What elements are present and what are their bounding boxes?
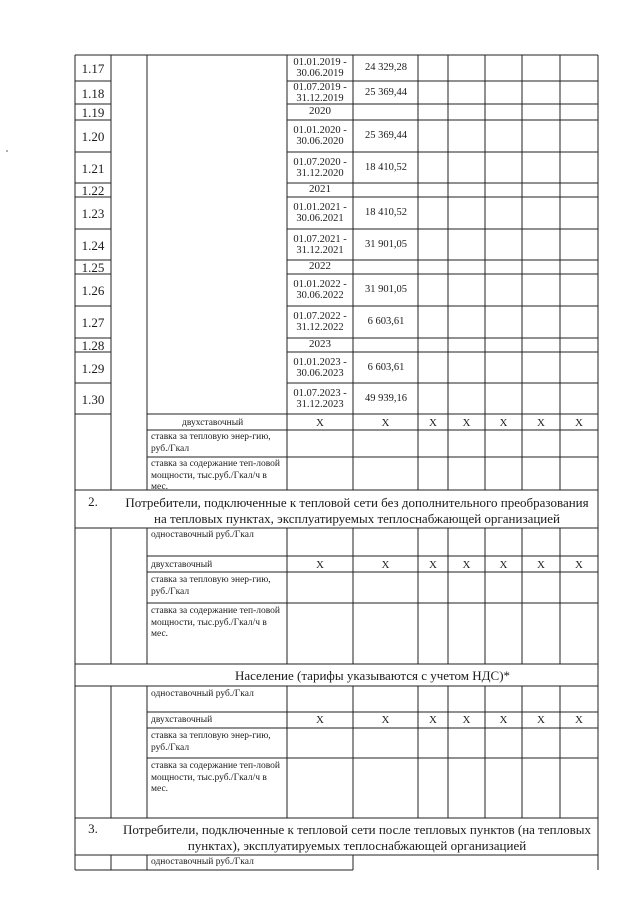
x-mark: X <box>381 417 390 429</box>
tariff-value: 24 329,28 <box>365 62 407 73</box>
x-mark: X <box>462 559 471 571</box>
period-label <box>287 125 353 147</box>
row-number: 1.27 <box>81 315 105 330</box>
period-start: 01.07.2022 - <box>293 311 347 322</box>
x-mark: X <box>429 714 437 726</box>
period-label <box>287 388 353 410</box>
period-start: 01.07.2020 - <box>293 156 347 168</box>
section-number: 3. <box>88 821 98 836</box>
capacity-rate-label: ставка за содержание теп-ловой мощности, тыс.руб./Гкал/ч в мес. <box>151 761 280 794</box>
energy-rate-label: ставка за тепловую энер-гию, руб./Гкал <box>151 575 271 597</box>
x-mark: X <box>499 417 508 429</box>
x-mark: X <box>575 559 583 571</box>
x-mark: X <box>381 714 390 726</box>
period-label <box>287 234 353 256</box>
period-end: 30.06.2019 <box>296 68 344 79</box>
period-label <box>287 311 353 333</box>
x-mark: X <box>316 559 324 571</box>
period-start: 01.07.2023 - <box>293 387 347 399</box>
section-title: Потребители, подключенные к тепловой сети без дополнительного преобразования на тепловых пунктах, эксплуатируемых теплоснабжающей организацией <box>125 495 589 526</box>
period-start: 01.07.2019 - <box>293 81 347 93</box>
period-label <box>287 57 353 79</box>
energy-rate-label: ставка за тепловую энер-гию, руб./Гкал <box>151 432 271 454</box>
row-number: 1.22 <box>81 183 105 198</box>
tariff-value: 49 939,16 <box>365 392 407 404</box>
x-mark: X <box>537 417 545 429</box>
period-label <box>287 357 353 379</box>
tariff-value: 25 369,44 <box>365 130 407 141</box>
tariff-value: 31 901,05 <box>365 238 407 250</box>
capacity-rate-label: ставка за содержание теп-ловой мощности, тыс.руб./Гкал/ч в мес. <box>151 459 280 492</box>
x-mark: X <box>429 417 437 429</box>
two-part-label: двухставочный <box>182 418 244 428</box>
period-label <box>287 82 353 104</box>
period-start: 01.01.2020 - <box>293 125 347 136</box>
capacity-rate-label: ставка за содержание теп-ловой мощности, тыс.руб./Гкал/ч в мес. <box>151 606 280 639</box>
row-number: 1.30 <box>81 391 105 407</box>
row-number: 1.19 <box>81 105 105 120</box>
x-mark: X <box>575 714 583 726</box>
one-part-label: одноставочный руб./Гкал <box>151 530 254 540</box>
period-end: 31.12.2021 <box>296 244 344 256</box>
row-number: 1.23 <box>81 206 105 221</box>
tariff-value: 18 410,52 <box>365 207 407 218</box>
period-start: 01.01.2019 - <box>293 57 347 68</box>
row-number: 1.26 <box>81 283 105 298</box>
row-number: 1.21 <box>81 160 105 176</box>
one-part-label: одноставочный руб./Гкал <box>151 857 254 867</box>
period-label <box>287 279 353 301</box>
period-end: 30.06.2023 <box>296 367 344 379</box>
population-heading: Население (тарифы указываются с учетом НДС)* <box>234 668 511 683</box>
row-number: 1.25 <box>81 260 105 275</box>
period-end: 30.06.2020 <box>296 136 344 147</box>
period-end: 31.12.2019 <box>296 92 344 104</box>
tariff-value: 6 603,61 <box>367 361 405 373</box>
section-title: Потребители, подключенные к тепловой сети после тепловых пунктов (на тепловых пунктах), эксплуатируемых теплоснабжающей организацией <box>123 822 591 853</box>
x-mark: X <box>575 417 583 429</box>
row-number: 1.20 <box>81 129 105 144</box>
tariff-value: 18 410,52 <box>365 161 407 173</box>
x-mark: X <box>499 559 508 571</box>
period-start: 01.01.2022 - <box>293 279 347 290</box>
scan-speck <box>6 150 8 152</box>
row-number: 1.17 <box>81 61 105 76</box>
period-end: 31.12.2023 <box>296 398 344 410</box>
year-label: 2022 <box>309 260 331 272</box>
row-number: 1.28 <box>81 338 105 353</box>
period-start: 01.01.2021 - <box>293 202 347 213</box>
period-label <box>287 202 353 224</box>
x-mark: X <box>537 714 545 726</box>
tariff-value: 25 369,44 <box>365 86 407 98</box>
period-end: 30.06.2022 <box>296 290 344 301</box>
tariff-value: 6 603,61 <box>367 316 405 327</box>
two-part-label: двухставочный <box>151 560 213 570</box>
row-number: 1.18 <box>81 85 105 101</box>
x-mark: X <box>462 714 471 726</box>
x-mark: X <box>499 714 508 726</box>
period-end: 31.12.2020 <box>296 167 344 179</box>
section-number: 2. <box>88 494 98 509</box>
year-label: 2020 <box>309 105 331 117</box>
row-number: 1.29 <box>81 360 105 376</box>
period-start: 01.07.2021 - <box>293 233 347 245</box>
year-label: 2021 <box>309 183 331 195</box>
period-start: 01.01.2023 - <box>293 356 347 368</box>
x-mark: X <box>316 714 324 726</box>
one-part-label: одноставочный руб./Гкал <box>151 689 254 699</box>
x-mark: X <box>381 559 390 571</box>
year-label: 2023 <box>309 338 331 350</box>
tariff-value: 31 901,05 <box>365 284 407 295</box>
period-end: 31.12.2022 <box>296 322 344 333</box>
two-part-label: двухставочный <box>151 715 213 725</box>
x-mark: X <box>537 559 545 571</box>
x-mark: X <box>316 417 324 429</box>
x-mark: X <box>462 417 471 429</box>
period-label <box>287 157 353 179</box>
row-number: 1.24 <box>81 237 105 253</box>
x-mark: X <box>429 559 437 571</box>
energy-rate-label: ставка за тепловую энер-гию, руб./Гкал <box>151 731 271 753</box>
period-end: 30.06.2021 <box>296 213 344 224</box>
